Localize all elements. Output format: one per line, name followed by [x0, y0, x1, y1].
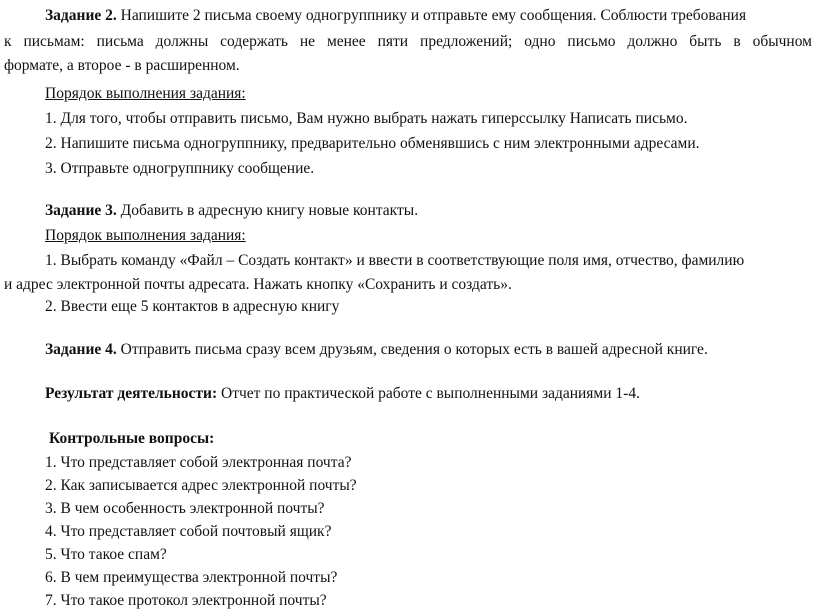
- task3-label: Задание 3.: [45, 202, 117, 219]
- task2-text-line2: к письмам: письма должны содержать не менее пяти предложений; одно письмо должно быть в обычном: [4, 33, 812, 50]
- task4-label: Задание 4.: [45, 341, 117, 358]
- task2-paragraph-line1: [45, 6, 816, 26]
- task3-title: Добавить в адресную книгу новые контакты.: [116, 202, 419, 219]
- task2-step-2: 2. Напишите письма одногруппнику, предварительно обменявшись с ним электронными адресами.: [45, 135, 700, 152]
- control-question-7: 7. Что такое протокол электронной почты?: [45, 592, 327, 609]
- task3-step1-line1: 1. Выбрать команду «Файл – Создать контакт» и ввести в соответствующие поля имя, отчество, фамилию: [45, 252, 745, 269]
- result-line: [45, 384, 816, 404]
- task2-order-heading: Порядок выполнения задания:: [45, 85, 246, 102]
- task2-text-line3: формате, а второе - в расширенном.: [4, 57, 240, 74]
- task2-label: Задание 2.: [45, 7, 117, 24]
- control-question-2: 2. Как записывается адрес электронной почты?: [45, 477, 357, 494]
- task3-title-line: [45, 201, 816, 221]
- task3-order-heading: Порядок выполнения задания:: [45, 227, 246, 244]
- task4-text: Отправить письма сразу всем друзьям, сведения о которых есть в вашей адресной книге.: [120, 341, 708, 358]
- task4-line: [45, 340, 816, 360]
- control-questions-heading: Контрольные вопросы:: [49, 430, 215, 447]
- result-label: Результат деятельности:: [45, 385, 218, 402]
- control-question-3: 3. В чем особенность электронной почты?: [45, 500, 325, 517]
- result-text: Отчет по практической работе с выполненными заданиями 1-4.: [221, 385, 640, 402]
- task3-step2: 2. Ввести еще 5 контактов в адресную книгу: [45, 298, 340, 315]
- task2-step-1: 1. Для того, чтобы отправить письмо, Вам нужно выбрать нажать гиперссылку Написать письмо.: [45, 110, 688, 127]
- control-question-1: 1. Что представляет собой электронная почта?: [45, 454, 352, 471]
- control-question-5: 5. Что такое спам?: [45, 546, 167, 563]
- task2-step-3: 3. Отправьте одногруппнику сообщение.: [45, 160, 315, 177]
- control-question-4: 4. Что представляет собой почтовый ящик?: [45, 523, 332, 540]
- control-question-6: 6. В чем преимущества электронной почты?: [45, 569, 338, 586]
- task2-text-line1: Напишите 2 письма своему одногруппнику и отправьте ему сообщения. Соблюсти требования: [120, 7, 747, 24]
- task3-step1-line2: и адрес электронной почты адресата. Нажать кнопку «Сохранить и создать».: [4, 276, 512, 293]
